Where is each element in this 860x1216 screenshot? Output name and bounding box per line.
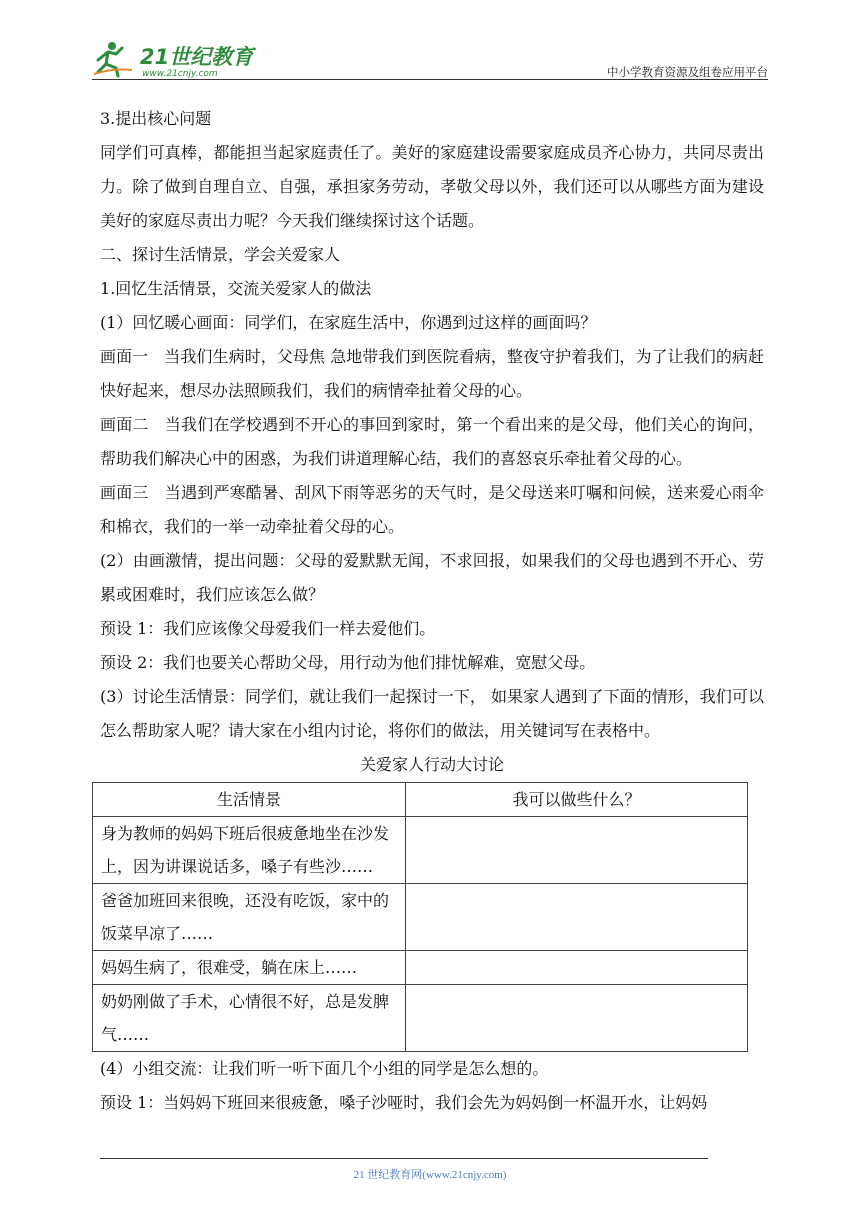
table-row [93,951,748,985]
platform-name: 中小学教育资源及组卷应用平台 [607,65,768,79]
paragraph: 画面三 当遇到严寒酷暑、刮风下雨等恶劣的天气时，是父母送来叮嘱和问候，送来爱心雨伞和棉衣，我们的一举一动牵扯着父母的心。 [100,483,764,536]
page-footer: 21 世纪教育网(www.21cnjy.com) [353,1169,507,1181]
table-cell: 身为教师的妈妈下班后很疲惫地坐在沙发上，因为讲课说话多，嗓子有些沙…… [93,817,406,884]
section-heading: 二、探讨生活情景，学会关爱家人 [100,245,341,264]
footer-divider [100,1158,708,1159]
answer-cell [406,817,748,884]
logo-url: www.21cnjy.com [142,69,218,79]
table-cell: 爸爸加班回来很晚，还没有吃饭，家中的饭菜早凉了…… [93,884,406,951]
paragraph: 同学们可真棒，都能担当起家庭责任了。美好的家庭建设需要家庭成员齐心协力，共同尽责出力。除了做到自理自立、自强，承担家务劳动，孝敬父母以外，我们还可以从哪些方面为建设美好的家庭尽责出力呢？今天我们继续探讨这个话题。 [100,143,764,230]
paragraph: 预设 1：我们应该像父母爱我们一样去爱他们。 [100,619,436,638]
column-header: 我可以做些什么？ [406,783,748,817]
document-body [100,102,764,1120]
paragraph: (1）回忆暖心画面：同学们，在家庭生活中，你遇到过这样的画面吗？ [100,313,597,332]
section-heading: 1.回忆生活情景，交流关爱家人的做法 [100,279,372,298]
table-cell: 妈妈生病了，很难受，躺在床上…… [93,951,406,985]
paragraph: 画面二 当我们在学校遇到不开心的事回到家时，第一个看出来的是父母，他们关心的询问，帮助我们解决心中的困惑，为我们讲道理解心结，我们的喜怒哀乐牵扯着父母的心。 [100,415,764,468]
runner-logo-icon [92,38,262,80]
table-caption: 关爱家人行动大讨论 [359,755,504,774]
table-cell: 奶奶刚做了手术，心情很不好，总是发脾气…… [93,985,406,1052]
table-row [93,884,748,951]
page-header [92,38,768,80]
discussion-table [92,782,748,1052]
paragraph: (2）由画激情，提出问题：父母的爱默默无闻，不求回报，如果我们的父母也遇到不开心、劳累或困难时，我们应该怎么做？ [100,551,764,604]
answer-cell [406,951,748,985]
section-heading: 3.提出核心问题 [100,109,212,128]
column-header: 生活情景 [93,783,406,817]
paragraph: (4）小组交流：让我们听一听下面几个小组的同学是怎么想的。 [100,1059,549,1078]
answer-cell [406,985,748,1052]
table-row [93,817,748,884]
answer-cell [406,884,748,951]
paragraph: 画面一 当我们生病时，父母焦 急地带我们到医院看病，整夜守护着我们，为了让我们的病赶快好起来，想尽办法照顾我们，我们的病情牵扯着父母的心。 [100,347,764,400]
paragraph: 预设 1：当妈妈下班回来很疲惫，嗓子沙哑时，我们会先为妈妈倒一杯温开水，让妈妈 [100,1093,708,1112]
table-header-row [93,783,748,817]
site-logo [92,38,262,80]
header-divider [92,79,768,80]
paragraph: 预设 2：我们也要关心帮助父母，用行动为他们排忧解难，宽慰父母。 [100,653,596,672]
table-row [93,985,748,1052]
paragraph: (3）讨论生活情景：同学们，就让我们一起探讨一下， 如果家人遇到了下面的情形，我们可以怎么帮助家人呢？请大家在小组内讨论，将你们的做法，用关键词写在表格中。 [100,687,764,740]
logo-text: 21世纪教育 [140,45,254,69]
